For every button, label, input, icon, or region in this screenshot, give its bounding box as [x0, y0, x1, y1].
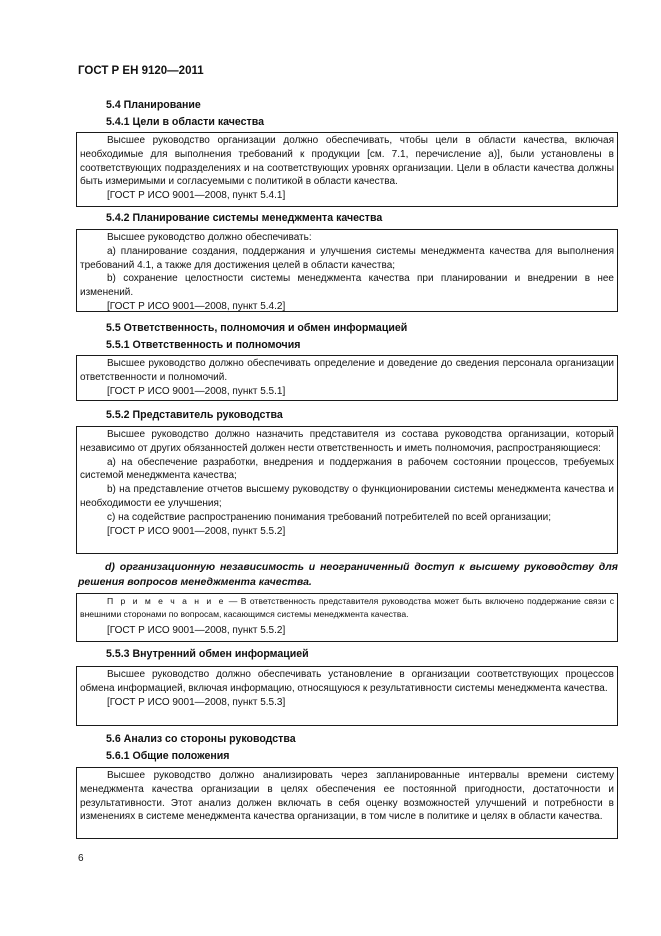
reference: [ГОСТ Р ИСО 9001—2008, пункт 5.4.2]: [107, 300, 286, 312]
reference: [ГОСТ Р ИСО 9001—2008, пункт 5.5.3]: [107, 696, 286, 708]
added-requirement-d: d) организационную независимость и неограниченный доступ к высшему руководству для решения вопросов менеджмента качества.: [78, 561, 618, 588]
note-text: — В ответственность представителя руководства может быть включено поддержание связи с внешними сторонами по вопросам, касающимся системы менеджмента качества.: [80, 596, 614, 619]
page-number: 6: [78, 853, 84, 864]
section-5-5-heading: 5.5 Ответственность, полномочия и обмен информацией: [106, 322, 408, 334]
list-item: а) планирование создания, поддержания и улучшения системы менеджмента качества для выполнения требований 4.1, а также для достижения целей в области качества;: [80, 245, 614, 271]
list-item: с) на содействие распространению понимания требований потребителей по всей организации;: [107, 511, 552, 523]
quote-box-5-5-1: [76, 355, 618, 401]
list-item: b) на представление отчетов высшему руководству о функционировании системы менеджмента качества и необходимости ее улучшения;: [80, 484, 614, 509]
section-5-5-1-heading: 5.5.1 Ответственность и полномочия: [106, 339, 301, 351]
quote-box-5-5-3: [76, 666, 618, 726]
paragraph: Высшее руководство организации должно обеспечивать, чтобы цели в области качества, включая необходимые для выполнения требований к продукции [см. 7.1, перечисление а)], были установлены в соответствующих подразделениях и на соответствующих уровнях организации. Цели в области качества должны быть измеримыми и согласуемыми с политикой в области качества.: [80, 135, 614, 188]
section-5-6-1-heading: 5.6.1 Общие положения: [106, 750, 230, 762]
reference: [ГОСТ Р ИСО 9001—2008, пункт 5.4.1]: [107, 190, 286, 202]
paragraph: Высшее руководство должно анализировать через запланированные интервалы времени систему менеджмента качества организации в целях обеспечения ее постоянной пригодности, достаточности и результативности. Этот анализ должен включать в себя оценку возможностей улучшений и потребности в изменениях в системе менеджмента качества организации, в том числе в политике и целях в области качества.: [80, 770, 614, 823]
quote-box-5-4-1: [76, 132, 618, 207]
section-5-4-2-heading: 5.4.2 Планирование системы менеджмента качества: [106, 212, 383, 224]
quote-box-5-6-1: [76, 767, 618, 839]
reference: [ГОСТ Р ИСО 9001—2008, пункт 5.5.1]: [107, 385, 286, 397]
section-5-6-heading: 5.6 Анализ со стороны руководства: [106, 733, 296, 745]
paragraph: Высшее руководство должно назначить представителя из состава руководства организации, который независимо от других обязанностей должен нести ответственность и иметь полномочия, распространяющиеся:: [80, 429, 614, 454]
quote-box-5-5-2: [76, 426, 618, 554]
note: [80, 595, 614, 621]
section-5-4-heading: 5.4 Планирование: [106, 99, 201, 111]
paragraph: Высшее руководство должно обеспечивать установление в организации соответствующих процессов обмена информацией, включая информацию, относящуюся к результативности системы менеджмента качества.: [80, 669, 614, 694]
note-box: [76, 593, 618, 642]
quote-box-5-4-2: [76, 229, 618, 312]
paragraph: Высшее руководство должно обеспечивать определение и доведение до сведения персонала организации ответственности и полномочий.: [80, 358, 614, 383]
reference: [ГОСТ Р ИСО 9001—2008, пункт 5.5.2]: [107, 625, 286, 636]
paragraph: Высшее руководство должно обеспечивать:: [107, 232, 312, 243]
reference: [ГОСТ Р ИСО 9001—2008, пункт 5.5.2]: [107, 525, 286, 537]
section-5-4-1-heading: 5.4.1 Цели в области качества: [106, 116, 264, 128]
note-label: П р и м е ч а н и е: [107, 596, 226, 606]
document-code-header: ГОСТ Р ЕН 9120—2011: [78, 65, 204, 77]
section-5-5-3-heading: 5.5.3 Внутренний обмен информацией: [106, 648, 309, 660]
list-item: а) на обеспечение разработки, внедрения и поддержания в рабочем состоянии процессов, требуемых системой менеджмента качества;: [80, 456, 614, 482]
section-5-5-2-heading: 5.5.2 Представитель руководства: [106, 409, 283, 421]
list-item: b) сохранение целостности системы менеджмента качества при планировании и внедрении в нее изменений.: [80, 273, 614, 299]
